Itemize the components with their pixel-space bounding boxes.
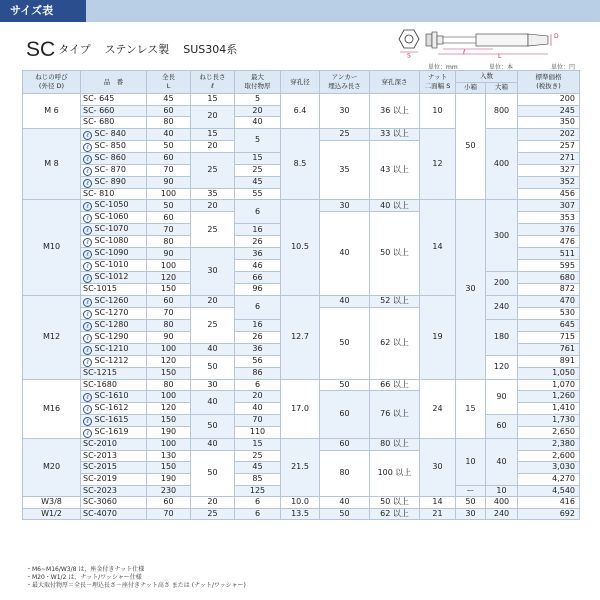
model-cell: SC- 810 bbox=[81, 188, 147, 200]
table-row: W1/2 SC-4070 70 25 6 13.5 50 62 以上 21 30 240 692 bbox=[23, 508, 580, 520]
model-cell: SC-2010 bbox=[81, 439, 147, 451]
model-cell: SC-1680 bbox=[81, 379, 147, 391]
model-cell: ℓ SC-1080 bbox=[81, 236, 147, 248]
group-thread: M10 bbox=[23, 200, 81, 296]
unit-mm: 単位：mm bbox=[428, 64, 458, 71]
pe-mark-icon: ℓ bbox=[83, 346, 92, 355]
model-cell: ℓ SC-1280 bbox=[81, 319, 147, 331]
footnotes bbox=[26, 566, 246, 590]
pe-mark-icon: ℓ bbox=[83, 298, 92, 307]
model-cell: ℓ SC-1615 bbox=[81, 415, 147, 427]
table-row: ℓ SC-1060 60 25 40 50 以上 353 bbox=[23, 212, 580, 224]
table-header bbox=[23, 71, 580, 94]
pe-mark-icon: ℓ bbox=[83, 143, 92, 152]
model-cell: SC- 680 bbox=[81, 117, 147, 129]
model-cell: SC-3060 bbox=[81, 497, 147, 509]
model-cell: ℓ SC- 840 bbox=[81, 128, 147, 140]
table-row: M 6 SC- 645 45 15 5 6.4 30 36 以上 10 50 800 200 bbox=[23, 94, 580, 106]
pe-mark-icon: ℓ bbox=[83, 334, 92, 343]
table-row: ℓ SC-1070 70 16 376 bbox=[23, 224, 580, 236]
pe-mark-icon: ℓ bbox=[83, 274, 92, 283]
footnote: ・M20・W1/2 は、ナット/ワッシャー仕様 bbox=[26, 574, 142, 581]
table-row: SC- 810 100 35 55 456 bbox=[23, 188, 580, 200]
table-row: ℓ SC- 860 60 25 15 271 bbox=[23, 152, 580, 164]
table-row: SC- 660 60 20 20 245 bbox=[23, 105, 580, 117]
table-row: W3/8 SC-3060 60 20 6 10.0 40 50 以上 14 50 400 416 bbox=[23, 497, 580, 509]
pe-mark-icon: ℓ bbox=[83, 131, 92, 140]
pe-mark-icon: ℓ bbox=[83, 250, 92, 259]
model-cell: ℓ SC-1612 bbox=[81, 403, 147, 415]
pe-mark-icon: ℓ bbox=[83, 417, 92, 426]
table-row: ℓ SC- 850 50 20 35 43 以上 257 bbox=[23, 140, 580, 152]
model-cell: ℓ SC-1010 bbox=[81, 260, 147, 272]
table-body bbox=[23, 94, 580, 520]
pe-mark-icon: ℓ bbox=[83, 214, 92, 223]
pe-mark-icon: ℓ bbox=[83, 262, 92, 271]
model-cell: SC- 645 bbox=[81, 94, 147, 106]
model-cell: SC-2023 bbox=[81, 485, 147, 497]
table-row: ℓ SC-1090 90 30 36 511 bbox=[23, 248, 580, 260]
table-row: M12 ℓ SC-1260 60 20 6 12.7 40 52 以上 19 240 470 bbox=[23, 295, 580, 307]
section-tag: サイズ表 bbox=[0, 0, 86, 22]
table-row: ℓ SC-1290 90 26 715 bbox=[23, 331, 580, 343]
table-row: ℓ SC-1012 120 66 200 680 bbox=[23, 272, 580, 284]
th-max-thickness: 最大 取付物厚 bbox=[235, 71, 281, 94]
pe-mark-icon: ℓ bbox=[83, 155, 92, 164]
th-hole-dia: 穿孔径 bbox=[281, 71, 320, 94]
table-row: ℓ SC-1210 100 40 36 761 bbox=[23, 343, 580, 355]
model-cell: ℓ SC-1090 bbox=[81, 248, 147, 260]
table-row: SC-2013 130 50 25 80 100 以上 2,600 bbox=[23, 450, 580, 462]
model-cell: ℓ SC- 860 bbox=[81, 152, 147, 164]
th-qty: 入数 bbox=[456, 71, 518, 83]
type-label: タイプ bbox=[58, 43, 91, 56]
diagram-label-s: S bbox=[407, 52, 411, 58]
th-nut: ナット 二面幅 S bbox=[420, 71, 456, 94]
table-row: ℓ SC- 890 90 45 352 bbox=[23, 176, 580, 188]
pe-mark-icon: ℓ bbox=[83, 167, 92, 176]
group-thread: M 6 bbox=[23, 94, 81, 129]
model-cell: SC-4070 bbox=[81, 508, 147, 520]
diagram-label-l-small: ℓ bbox=[463, 49, 466, 56]
group-thread: M20 bbox=[23, 439, 81, 497]
table-row: ℓ SC-1612 120 40 1,410 bbox=[23, 403, 580, 415]
table-row: ℓ SC- 870 70 25 327 bbox=[23, 164, 580, 176]
pe-mark-icon: ℓ bbox=[83, 405, 92, 414]
model-cell: ℓ SC-1210 bbox=[81, 343, 147, 355]
table-row: ℓ SC-1280 80 16 180 645 bbox=[23, 319, 580, 331]
material-label: ステンレス製 bbox=[104, 43, 170, 56]
model-cell: ℓ SC-1260 bbox=[81, 295, 147, 307]
model-cell: SC-2015 bbox=[81, 462, 147, 474]
model-cell: ℓ SC- 850 bbox=[81, 140, 147, 152]
th-thread: ねじの呼び (外径 D) bbox=[23, 71, 81, 94]
table-row: SC-1215 150 86 1,050 bbox=[23, 367, 580, 379]
th-embed: アンカー 埋込み長さ bbox=[320, 71, 370, 94]
th-hole-depth: 穿孔深さ bbox=[370, 71, 420, 94]
table-row: ℓ SC-1080 80 26 476 bbox=[23, 236, 580, 248]
pe-mark-icon: ℓ bbox=[83, 179, 92, 188]
diagram-label-l: L bbox=[498, 53, 502, 58]
table-row: ℓ SC-1619 190 110 2,650 bbox=[23, 427, 580, 439]
footnote: ・最大取付物厚＝全長－埋込長さ－座付きナット高さ または (ナット/ワッシャー) bbox=[26, 582, 246, 589]
table-row: ℓ SC-1212 120 50 56 120 891 bbox=[23, 355, 580, 367]
group-thread: M12 bbox=[23, 295, 81, 379]
nut-hole-icon bbox=[405, 35, 413, 43]
th-price: 標準価格 (税抜き) bbox=[518, 71, 580, 94]
table-row: SC-2023 230 125 ー 10 4,540 bbox=[23, 485, 580, 497]
model-cell: ℓ SC-1619 bbox=[81, 427, 147, 439]
section-header bbox=[0, 0, 600, 22]
group-thread: W1/2 bbox=[23, 508, 81, 520]
model-cell: SC-2019 bbox=[81, 473, 147, 485]
pe-mark-icon: ℓ bbox=[83, 238, 92, 247]
pe-mark-icon: ℓ bbox=[83, 429, 92, 438]
pe-mark-icon: ℓ bbox=[83, 358, 92, 367]
model-cell: ℓ SC-1050 bbox=[81, 200, 147, 212]
group-thread: M16 bbox=[23, 379, 81, 439]
table-row: SC-1015 150 96 872 bbox=[23, 284, 580, 296]
model-cell: ℓ SC-1070 bbox=[81, 224, 147, 236]
th-qty-small: 小箱 bbox=[456, 82, 486, 94]
nut-hex-icon bbox=[399, 30, 419, 48]
pe-mark-icon: ℓ bbox=[83, 393, 92, 402]
pe-mark-icon: ℓ bbox=[83, 226, 92, 235]
model-cell: ℓ SC- 870 bbox=[81, 164, 147, 176]
header-band bbox=[0, 0, 600, 22]
model-cell: SC-2013 bbox=[81, 450, 147, 462]
pe-mark-icon: ℓ bbox=[83, 202, 92, 211]
table-row: M10 ℓ SC-1050 50 20 6 10.5 30 40 以上 14 30 300 307 bbox=[23, 200, 580, 212]
group-thread: W3/8 bbox=[23, 497, 81, 509]
table-row: ℓ SC-1270 70 25 50 62 以上 530 bbox=[23, 307, 580, 319]
table-row: SC-2015 150 45 3,030 bbox=[23, 462, 580, 474]
diagram-label-d: D bbox=[554, 33, 559, 40]
footnote: ・M6~M16/W3/8 は、座金付きナット仕様 bbox=[26, 566, 145, 573]
table-row: ℓ SC-1010 100 46 595 bbox=[23, 260, 580, 272]
model-cell: ℓ SC-1610 bbox=[81, 391, 147, 403]
table-row: SC- 680 80 40 350 bbox=[23, 117, 580, 129]
page-title bbox=[26, 38, 237, 62]
table-row: ℓ SC-1615 150 50 70 60 1,730 bbox=[23, 415, 580, 427]
table-row: ℓ SC-1610 100 40 20 60 76 以上 1,260 bbox=[23, 391, 580, 403]
th-qty-large: 大箱 bbox=[486, 82, 518, 94]
table-row: M20 SC-2010 100 40 15 21.5 60 80 以上 30 10 40 2,380 bbox=[23, 439, 580, 451]
pe-mark-icon: ℓ bbox=[83, 322, 92, 331]
anchor-diagram bbox=[398, 26, 578, 58]
unit-pieces: 単位：本 bbox=[489, 64, 514, 71]
table-row: M16 SC-1680 80 30 6 17.0 50 66 以上 24 15 90 1,070 bbox=[23, 379, 580, 391]
group-thread: M 8 bbox=[23, 128, 81, 200]
model-cell: ℓ SC-1212 bbox=[81, 355, 147, 367]
unit-yen: 単位：円 bbox=[551, 64, 576, 71]
size-table bbox=[22, 70, 580, 520]
model-cell: ℓ SC-1270 bbox=[81, 307, 147, 319]
model-cell: ℓ SC- 890 bbox=[81, 176, 147, 188]
table-row: M 8 ℓ SC- 840 40 15 5 8.5 25 33 以上 12 400 202 bbox=[23, 128, 580, 140]
model-cell: ℓ SC-1290 bbox=[81, 331, 147, 343]
th-model: 品 番 bbox=[81, 71, 147, 94]
model-cell: SC-1015 bbox=[81, 284, 147, 296]
th-length: 全長 L bbox=[147, 71, 191, 94]
model-cell: ℓ SC-1012 bbox=[81, 272, 147, 284]
table-row: SC-2019 190 85 4,270 bbox=[23, 473, 580, 485]
grade-label: SUS304系 bbox=[183, 43, 238, 56]
model-cell: SC-1215 bbox=[81, 367, 147, 379]
pe-mark-icon: ℓ bbox=[83, 310, 92, 319]
series-name: SC bbox=[26, 38, 56, 61]
model-cell: SC- 660 bbox=[81, 105, 147, 117]
th-thread-length: ねじ長さ ℓ bbox=[191, 71, 235, 94]
model-cell: ℓ SC-1060 bbox=[81, 212, 147, 224]
